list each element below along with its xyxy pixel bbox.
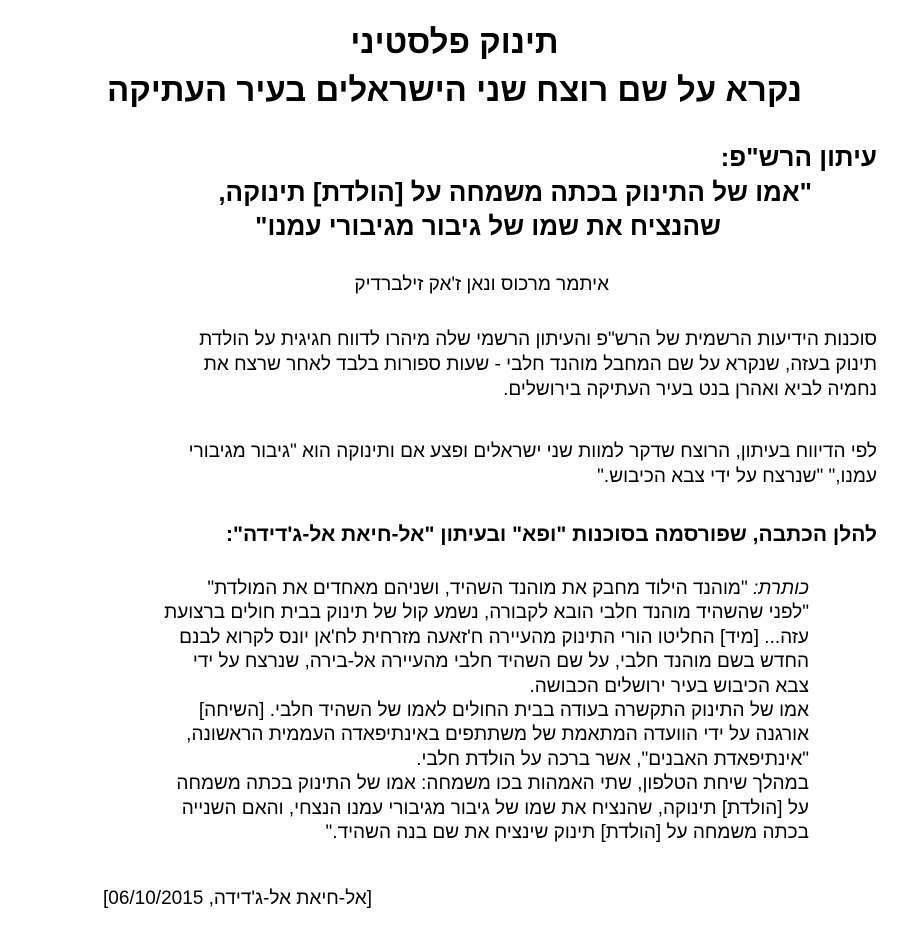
source-label: עיתון הרש"פ: [720,142,877,172]
quote-line: אמו של התינוק התקשרה בעודה בבית החולים לאמו של השהיד חלבי. [השיחה] [198,700,809,722]
quote-line: החדש בשם מוהנד חלבי, על שם השהיד חלבי מהעיירה אל-בירה, שנרצח על ידי [192,651,809,673]
paragraph-line: נחמיה לביא ואהרן בנט בעיר העתיקה בירושלים. [503,379,877,400]
quote-headline-text: "מוהנד הילוד מחבק את מוהנד השהיד, ושניהם מאחדים את המולדת" [207,578,753,599]
quote-line: בכתה משמחה על [הולדת] תינוק שינציח את שם בנה השהיד." [325,822,809,844]
quote-headline [29,577,809,601]
quoted-article [29,577,809,845]
byline: איתמר מרכוס ונאן ז'אק זילברדיק [354,274,609,295]
paragraph-2 [27,439,877,489]
quote-line: במהלך שיחת הטלפון, שתי האמהות בכו משמחה: אמו של התינוק בכתה משמחה [176,773,809,795]
section-heading: להלן הכתבה, שפורסמה בסוכנות "ופא" ובעיתון "אל-חיאת אל-ג'דידה": [226,523,877,546]
quote-line: אורגנה על ידי הוועדה המתאמת של משתתפים באינתיפאדה העממית הראשונה, [186,724,809,746]
paragraph-line: לפי הדיווח בעיתון, הרוצח שדקר למוות שני ישראלים ופצע אם ותינוקה הוא "גיבור מגיבורי [188,441,877,462]
paragraph-line: סוכנות הידיעות הרשמית של הרש"פ והעיתון הרשמי שלה מיהרו לדווח חגיגית על הולדת [199,329,877,350]
source-credit: [אל-חיאת אל-ג'דידה, 06/10/2015] [102,888,372,909]
main-title-line-2: נקרא על שם רוצח שני הישראלים בעיר העתיקה [106,71,803,108]
quote-line: על [הולדת] תינוקה, שהנציח את שמו של גיבור מגיבורי עמנו הנצחי, והאם השנייה [181,797,809,819]
paragraph-line: תינוק בעזה, שנקרא על שם המחבל מוהנד חלבי - שעות ספורות בלבד לאחר שרצח את [203,354,877,375]
quote-label: כותרת: [752,578,809,599]
quote-line: עזה... [מיד] החליטו הורי התינוק מהעיירה ח'זאעה מזרחית לח'אן יונס לקרוא לבנם [179,626,809,648]
paragraph-1 [27,327,877,402]
quote-line: "אינתיפאדת האבנים", אשר ברכה על הולדת חלבי. [416,748,809,770]
headline-quote-line-2: שהנציח את שמו של גיבור מגיבורי עמנו" [255,211,721,241]
main-title-line-1: תינוק פלסטיני [350,23,559,60]
paragraph-line: עמנו," "שנרצח על ידי צבא הכיבוש." [597,466,877,487]
quote-line: צבא הכיבוש בעיר ירושלים הכבושה. [529,675,809,697]
quote-line: "לפני שהשהיד מוהנד חלבי הובא לקבורה, נשמע קול של תינוק בבית חולים ברצועת [164,602,809,624]
headline-quote-line-1: "אמו של התינוק בכתה משמחה על [הולדת] תינוקה, [218,177,812,207]
